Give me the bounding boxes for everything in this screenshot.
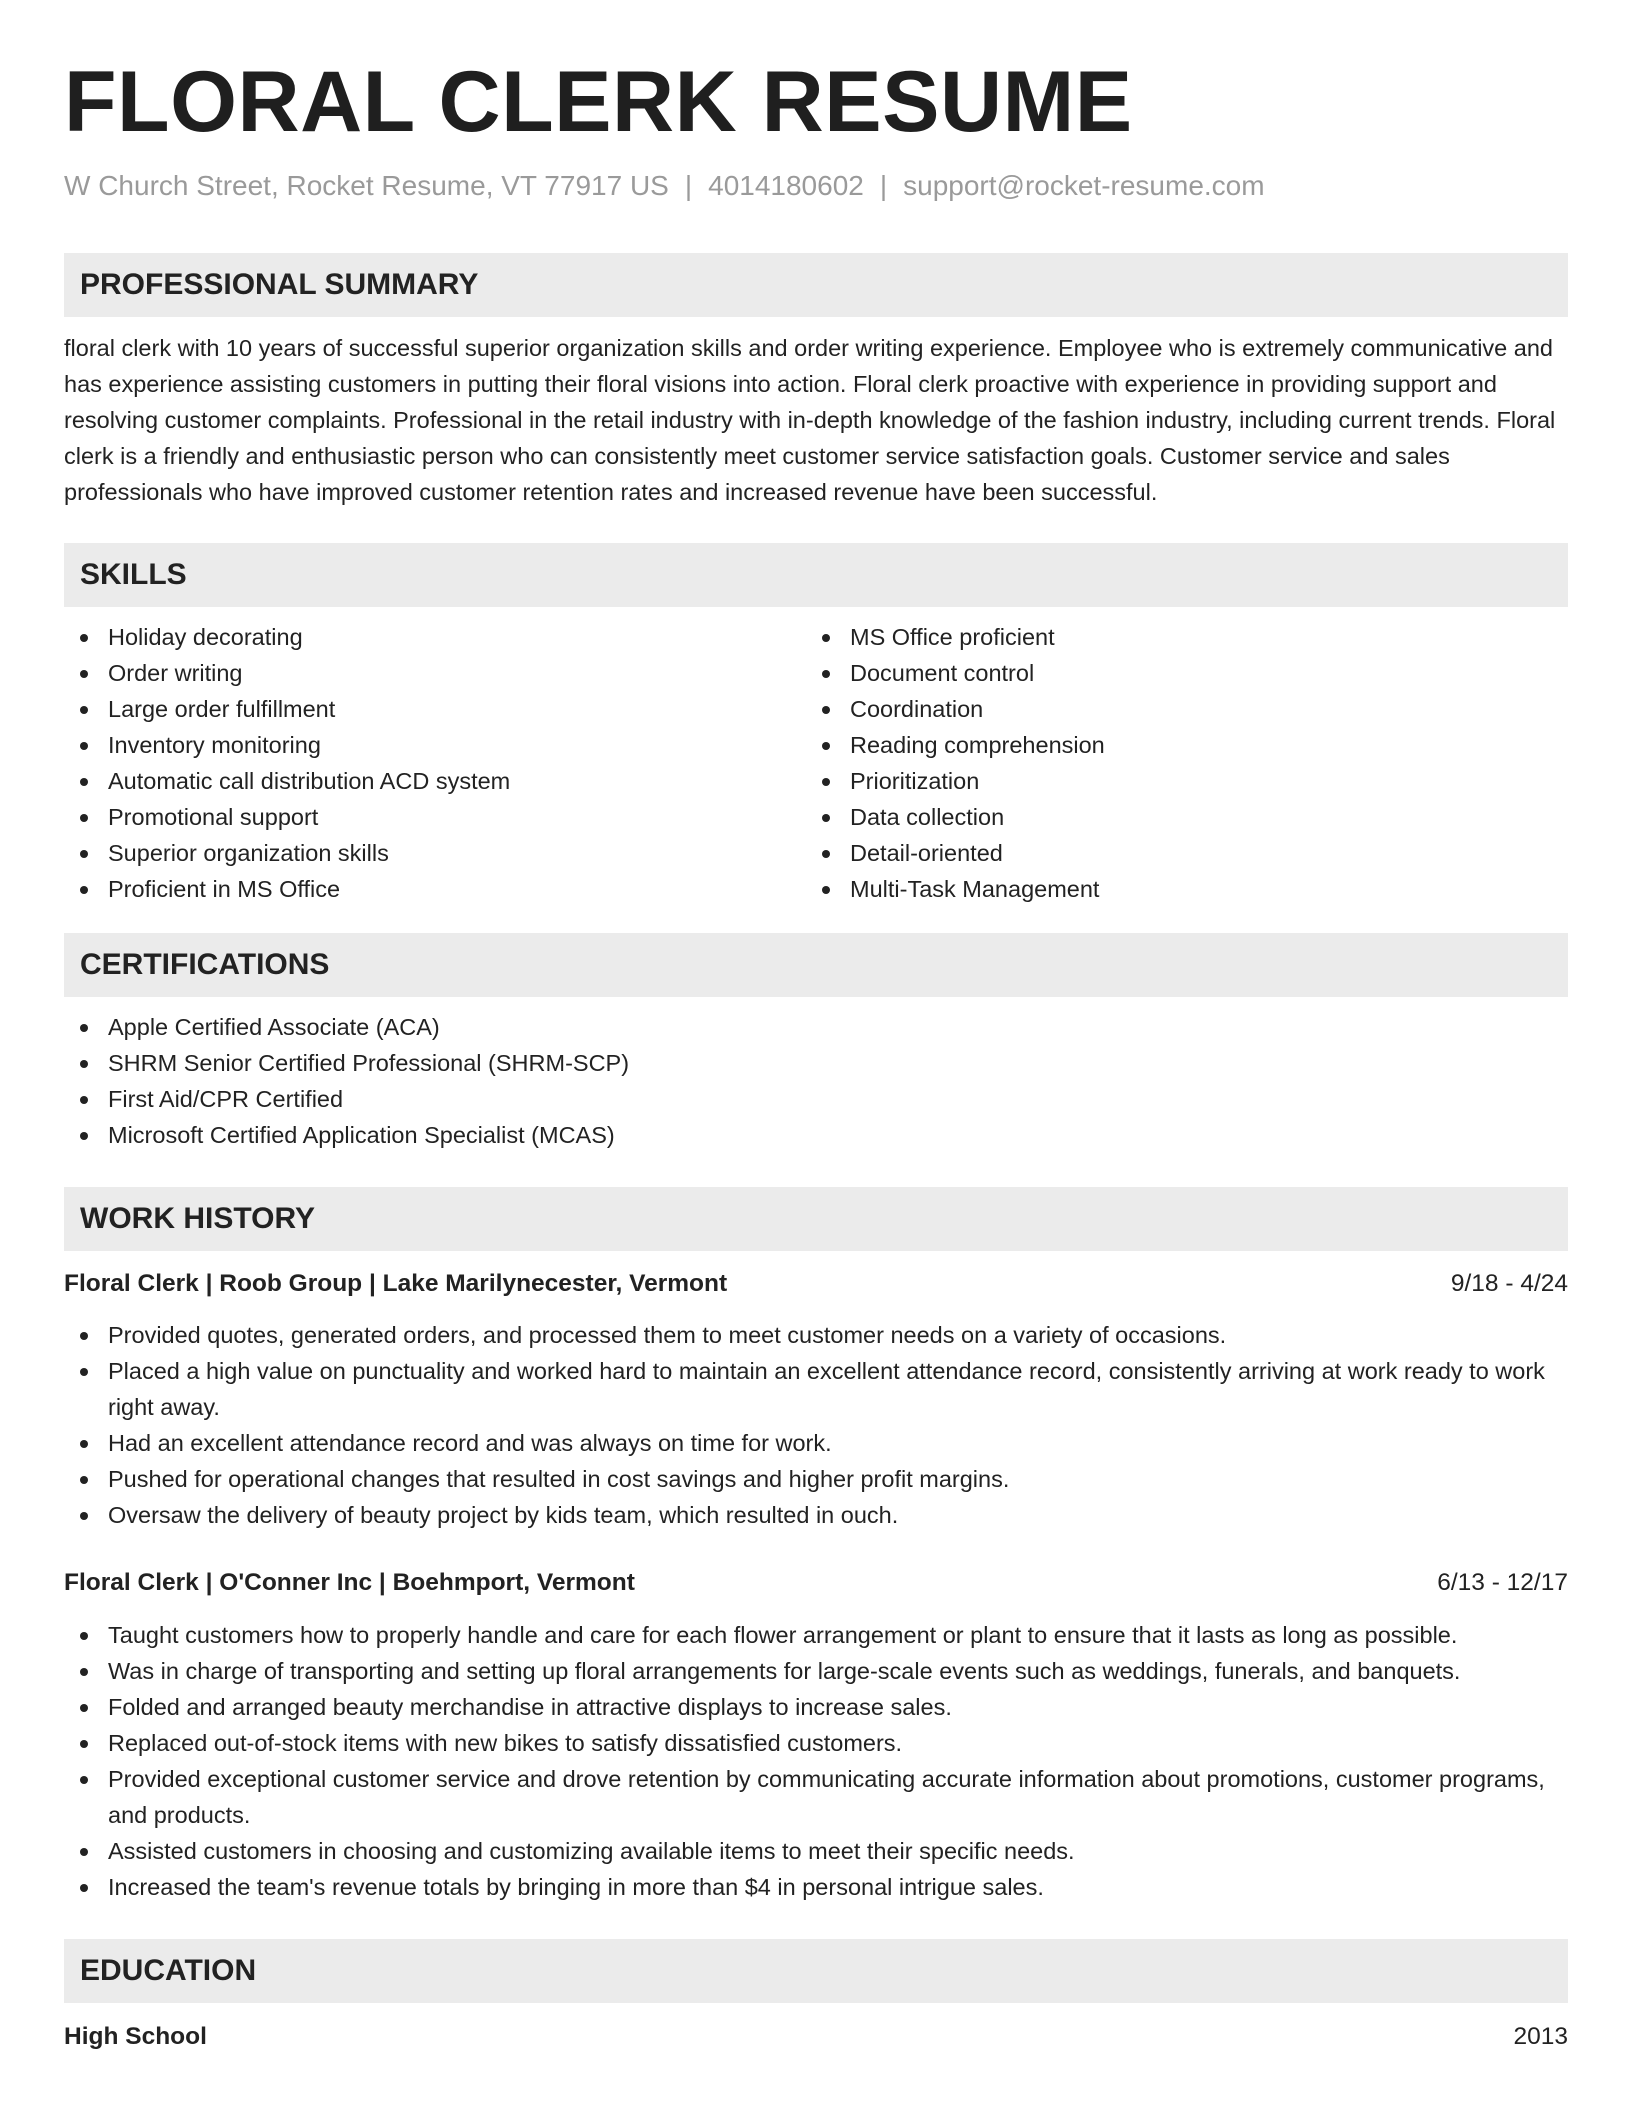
skill-item: Multi-Task Management xyxy=(806,871,1548,907)
job-bullet: Provided exceptional customer service and drove retention by communicating accurate information about promotions, customer programs, and products. xyxy=(64,1761,1568,1833)
job-bullet: Had an excellent attendance record and was always on time for work. xyxy=(64,1425,1568,1461)
job-bullet: Oversaw the delivery of beauty project by kids team, which resulted in ouch. xyxy=(64,1497,1568,1533)
skill-item: Holiday decorating xyxy=(64,619,806,655)
contact-separator: | xyxy=(684,170,693,201)
job-title: Floral Clerk | O'Conner Inc | Boehmport, Vermont xyxy=(64,1569,635,1596)
job-entry xyxy=(64,1266,1568,1533)
contact-address: W Church Street, Rocket Resume, VT 77917 US xyxy=(64,170,669,201)
skill-item: Reading comprehension xyxy=(806,727,1548,763)
contact-email: support@rocket-resume.com xyxy=(903,170,1265,201)
skills-columns xyxy=(64,619,1568,907)
skill-item: Promotional support xyxy=(64,799,806,835)
skill-item: Automatic call distribution ACD system xyxy=(64,763,806,799)
job-bullet: Folded and arranged beauty merchandise in attractive displays to increase sales. xyxy=(64,1689,1568,1725)
certification-item: Microsoft Certified Application Specialist (MCAS) xyxy=(64,1117,1568,1153)
job-dates: 6/13 - 12/17 xyxy=(1437,1569,1568,1596)
job-bullet: Was in charge of transporting and setting up floral arrangements for large-scale events such as weddings, funerals, and banquets. xyxy=(64,1653,1568,1689)
contact-phone: 4014180602 xyxy=(708,170,864,201)
skill-item: Proficient in MS Office xyxy=(64,871,806,907)
certification-item: First Aid/CPR Certified xyxy=(64,1081,1568,1117)
skill-item: MS Office proficient xyxy=(806,619,1548,655)
job-bullet: Pushed for operational changes that resulted in cost savings and higher profit margins. xyxy=(64,1461,1568,1497)
section-header-education: EDUCATION xyxy=(64,1939,1568,2003)
contact-separator: | xyxy=(879,170,888,201)
job-bullet: Replaced out-of-stock items with new bikes to satisfy dissatisfied customers. xyxy=(64,1725,1568,1761)
summary-text: floral clerk with 10 years of successful superior organization skills and order writing experience. Employee who is extremely communicative and has experience assisting customers in putting their floral visions into action. Floral clerk proactive with experience in providing support and resolving customer complaints. Professional in the retail industry with in-depth knowledge of the fashion industry, including current trends. Floral clerk is a friendly and enthusiastic person who can consistently meet customer service satisfaction goals. Customer service and sales professionals who have improved customer retention rates and increased revenue have been successful. xyxy=(64,335,1556,505)
skill-item: Detail-oriented xyxy=(806,835,1548,871)
skills-list-right xyxy=(806,619,1548,907)
skills-column-right xyxy=(806,619,1548,907)
job-bullet: Taught customers how to properly handle and care for each flower arrangement or plant to ensure that it lasts as long as possible. xyxy=(64,1617,1568,1653)
skill-item: Coordination xyxy=(806,691,1548,727)
job-bullets xyxy=(64,1317,1568,1533)
job-dates: 9/18 - 4/24 xyxy=(1450,1270,1568,1297)
section-header-skills: SKILLS xyxy=(64,543,1568,607)
job-header xyxy=(64,1266,1568,1302)
certification-item: Apple Certified Associate (ACA) xyxy=(64,1009,1568,1045)
resume-title: FLORAL CLERK RESUME xyxy=(64,54,1133,150)
skill-item: Large order fulfillment xyxy=(64,691,806,727)
skill-item: Order writing xyxy=(64,655,806,691)
resume-page xyxy=(64,0,1568,2055)
skill-item: Inventory monitoring xyxy=(64,727,806,763)
education-header xyxy=(64,2019,1568,2055)
skill-item: Data collection xyxy=(806,799,1548,835)
job-bullet: Provided quotes, generated orders, and processed them to meet customer needs on a variety of occasions. xyxy=(64,1317,1568,1353)
job-header xyxy=(64,1565,1568,1601)
job-title: Floral Clerk | Roob Group | Lake Marilynecester, Vermont xyxy=(64,1270,728,1297)
skill-item: Prioritization xyxy=(806,763,1548,799)
job-bullet: Increased the team's revenue totals by bringing in more than $4 in personal intrigue sales. xyxy=(64,1869,1568,1905)
certifications-list xyxy=(64,1009,1568,1153)
skills-list-left xyxy=(64,619,806,907)
skill-item: Superior organization skills xyxy=(64,835,806,871)
section-header-summary: PROFESSIONAL SUMMARY xyxy=(64,253,1568,317)
job-bullet: Placed a high value on punctuality and worked hard to maintain an excellent attendance record, consistently arriving at work ready to work right away. xyxy=(64,1353,1568,1425)
job-bullet: Assisted customers in choosing and customizing available items to meet their specific needs. xyxy=(64,1833,1568,1869)
contact-line xyxy=(64,167,1568,205)
skill-item: Document control xyxy=(806,655,1548,691)
education-entry xyxy=(64,2019,1568,2055)
education-title: High School xyxy=(64,2023,207,2050)
section-header-work-history: WORK HISTORY xyxy=(64,1187,1568,1251)
education-year: 2013 xyxy=(1513,2023,1568,2050)
job-bullets xyxy=(64,1617,1568,1905)
certification-item: SHRM Senior Certified Professional (SHRM-SCP) xyxy=(64,1045,1568,1081)
skills-column-left xyxy=(64,619,806,907)
section-header-certifications: CERTIFICATIONS xyxy=(64,933,1568,997)
job-entry xyxy=(64,1565,1568,1905)
